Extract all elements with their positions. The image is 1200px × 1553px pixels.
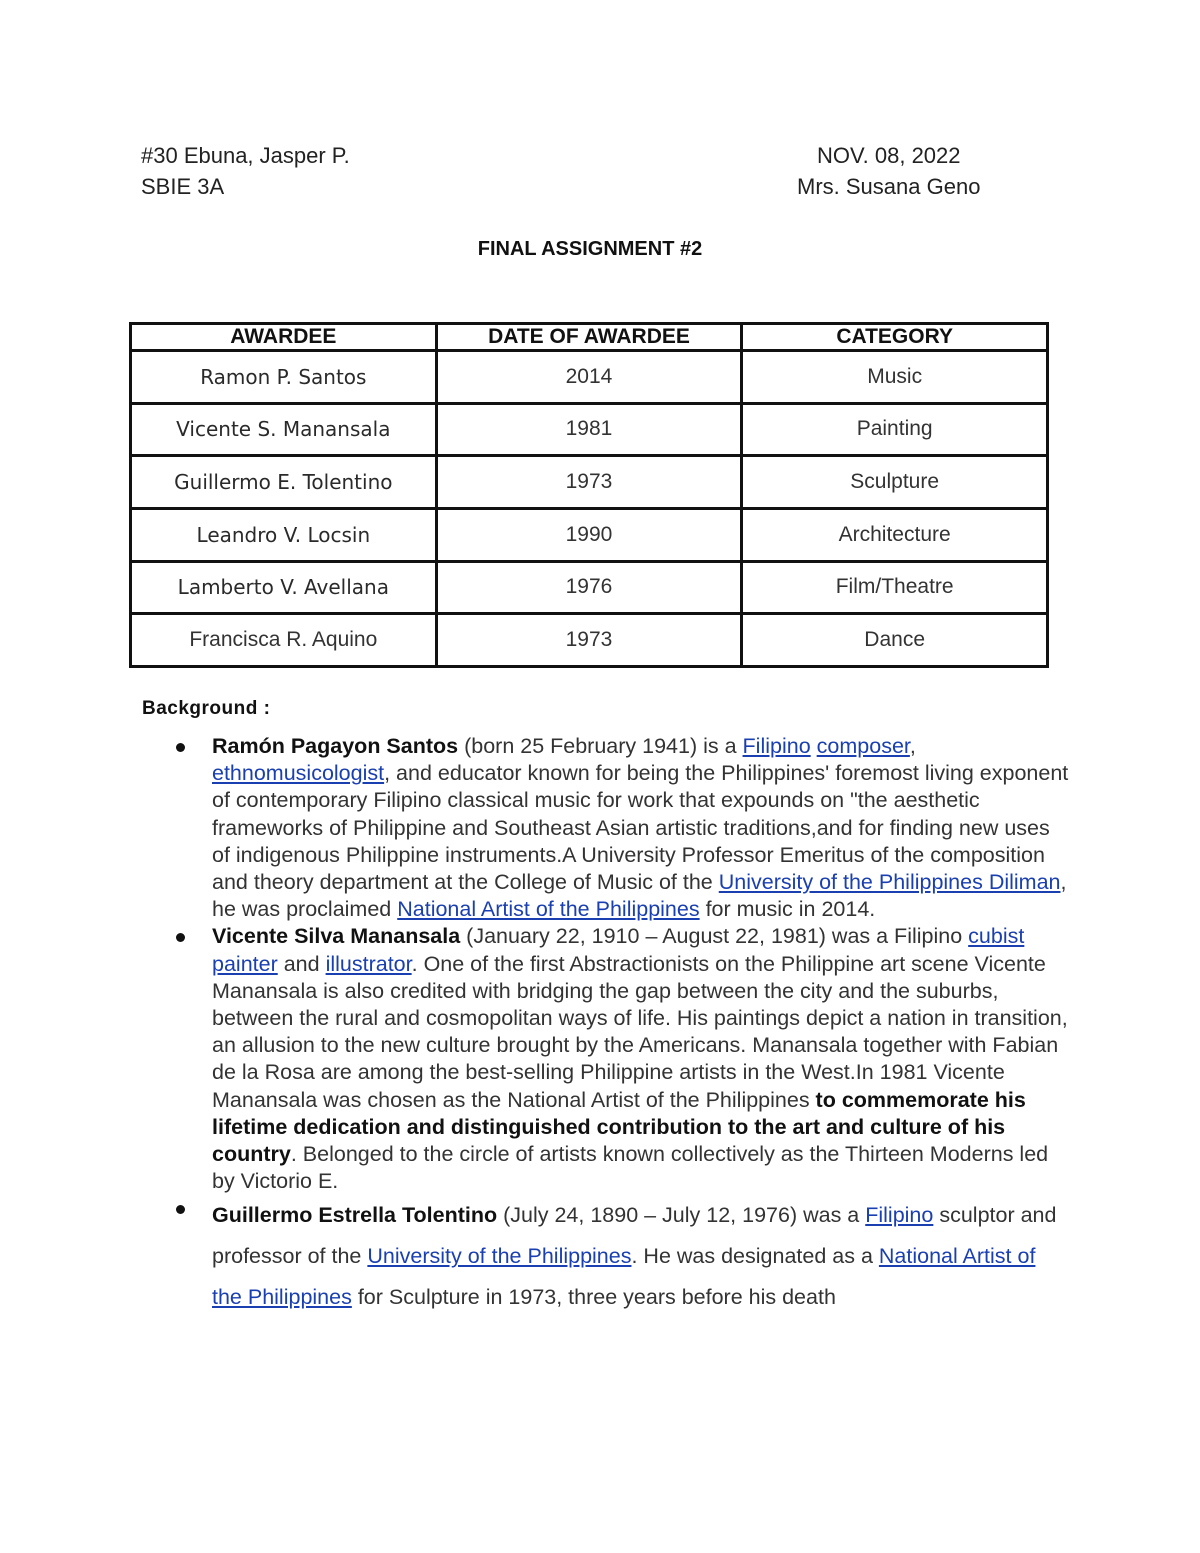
list-item-tolentino xyxy=(141,1195,1071,1318)
link-filipino[interactable]: Filipino xyxy=(742,734,811,758)
awardee-cell: Ramon P. Santos xyxy=(131,351,437,404)
bio-text: . He was designated as a xyxy=(631,1244,879,1269)
bio-text: (born 25 February 1941) is a xyxy=(458,734,743,758)
bio-text: for music in 2014. xyxy=(699,897,876,922)
bio-name: Guillermo Estrella Tolentino xyxy=(212,1203,498,1228)
bio-text: (July 24, 1890 – July 12, 1976) was a xyxy=(497,1203,866,1228)
teacher-name: Mrs. Susana Geno xyxy=(797,174,981,199)
category-cell: Dance xyxy=(742,614,1048,667)
student-name: #30 Ebuna, Jasper P. xyxy=(141,143,350,168)
year-cell: 1990 xyxy=(436,508,742,561)
link-ethnomusicologist[interactable]: ethnomusicologist xyxy=(212,761,385,786)
link-composer[interactable]: composer xyxy=(816,734,910,758)
table-header-row xyxy=(131,324,1048,351)
bullet-icon xyxy=(176,933,185,942)
bio-text: , he was proclaimed xyxy=(212,870,1067,922)
link-national-artist[interactable]: National Artist of the Philippines xyxy=(397,897,700,922)
list-item-santos xyxy=(141,733,1071,923)
link-up-diliman[interactable]: University of the Philippines Diliman xyxy=(718,870,1061,895)
awardee-cell: Francisca R. Aquino xyxy=(131,614,437,667)
awardee-table xyxy=(129,322,1049,668)
bio-text: and xyxy=(277,951,326,976)
category-cell: Painting xyxy=(742,403,1048,456)
column-header: CATEGORY xyxy=(742,324,1048,351)
link-cubist[interactable]: cubist xyxy=(968,924,1025,949)
document-date: NOV. 08, 2022 xyxy=(817,143,961,168)
bio-text: sculptor and professor of the xyxy=(212,1203,1057,1269)
bio-text: , xyxy=(909,734,916,758)
bio-text: . One of the first Abstractionists on the Philippine art scene Vicente Manansala is also credited with bridging the gap between the city and the suburbs, between the rural and cosmopolitan ways of life. His paintings depict a nation in transition, an allusion to the new culture brought by the Americans. Manansala together with Fabian de la Rosa are among the best-selling Philippine artists in the West.In 1981 Vicente Manansala was chosen as the National Artist of the Philippines xyxy=(212,951,1068,1112)
background-heading: Background : xyxy=(142,698,271,719)
link-national-artist[interactable]: National Artist of the Philippines xyxy=(212,1244,1036,1310)
table-row xyxy=(131,614,1048,667)
link-filipino[interactable]: Filipino xyxy=(865,1203,934,1228)
table-row xyxy=(131,508,1048,561)
column-header: AWARDEE xyxy=(131,324,437,351)
awardee-cell: Guillermo E. Tolentino xyxy=(131,456,437,509)
table-row xyxy=(131,403,1048,456)
biography-list xyxy=(141,733,1071,1318)
student-section: SBIE 3A xyxy=(141,174,225,199)
link-painter[interactable]: painter xyxy=(212,951,278,976)
page-title: FINAL ASSIGNMENT #2 xyxy=(477,238,703,260)
bio-emphasis: to commemorate his lifetime dedication and distinguished contribution to the art and culture of his country xyxy=(212,1087,1026,1167)
year-cell: 1981 xyxy=(436,403,742,456)
bio-text: . Belonged to the circle of artists known collectively as the Thirteen Moderns led by Victorio E. xyxy=(212,1142,1049,1194)
bio-name: Vicente Silva Manansala xyxy=(212,924,461,949)
bio-name: Ramón Pagayon Santos xyxy=(212,734,459,758)
link-illustrator[interactable]: illustrator xyxy=(325,951,412,976)
year-cell: 1973 xyxy=(436,456,742,509)
column-header: DATE OF AWARDEE xyxy=(436,324,742,351)
list-item-manansala xyxy=(141,923,1071,1195)
year-cell: 1973 xyxy=(436,614,742,667)
bio-text: for Sculpture in 1973, three years before his death xyxy=(351,1285,836,1310)
category-cell: Film/Theatre xyxy=(742,561,1048,614)
category-cell: Architecture xyxy=(742,508,1048,561)
bullet-icon xyxy=(176,1205,185,1214)
awardee-cell: Vicente S. Manansala xyxy=(131,403,437,456)
year-cell: 1976 xyxy=(436,561,742,614)
table-row xyxy=(131,561,1048,614)
link-up[interactable]: University of the Philippines xyxy=(367,1244,632,1269)
bio-text: , and educator known for being the Philippines' foremost living exponent of contemporary Filipino classical music for work that expounds on "the aesthetic frameworks of Philippine and Southeast Asian artistic traditions,and for finding new uses of indigenous Philippine instruments.A University Professor Emeritus of the composition and theory department at the College of Music of the xyxy=(212,761,1069,895)
bullet-icon xyxy=(176,743,185,752)
year-cell: 2014 xyxy=(436,351,742,404)
table-row xyxy=(131,351,1048,404)
bio-text: (January 22, 1910 – August 22, 1981) was a Filipino xyxy=(460,924,969,949)
awardee-cell: Lamberto V. Avellana xyxy=(131,561,437,614)
table-row xyxy=(131,456,1048,509)
category-cell: Music xyxy=(742,351,1048,404)
awardee-cell: Leandro V. Locsin xyxy=(131,508,437,561)
category-cell: Sculpture xyxy=(742,456,1048,509)
